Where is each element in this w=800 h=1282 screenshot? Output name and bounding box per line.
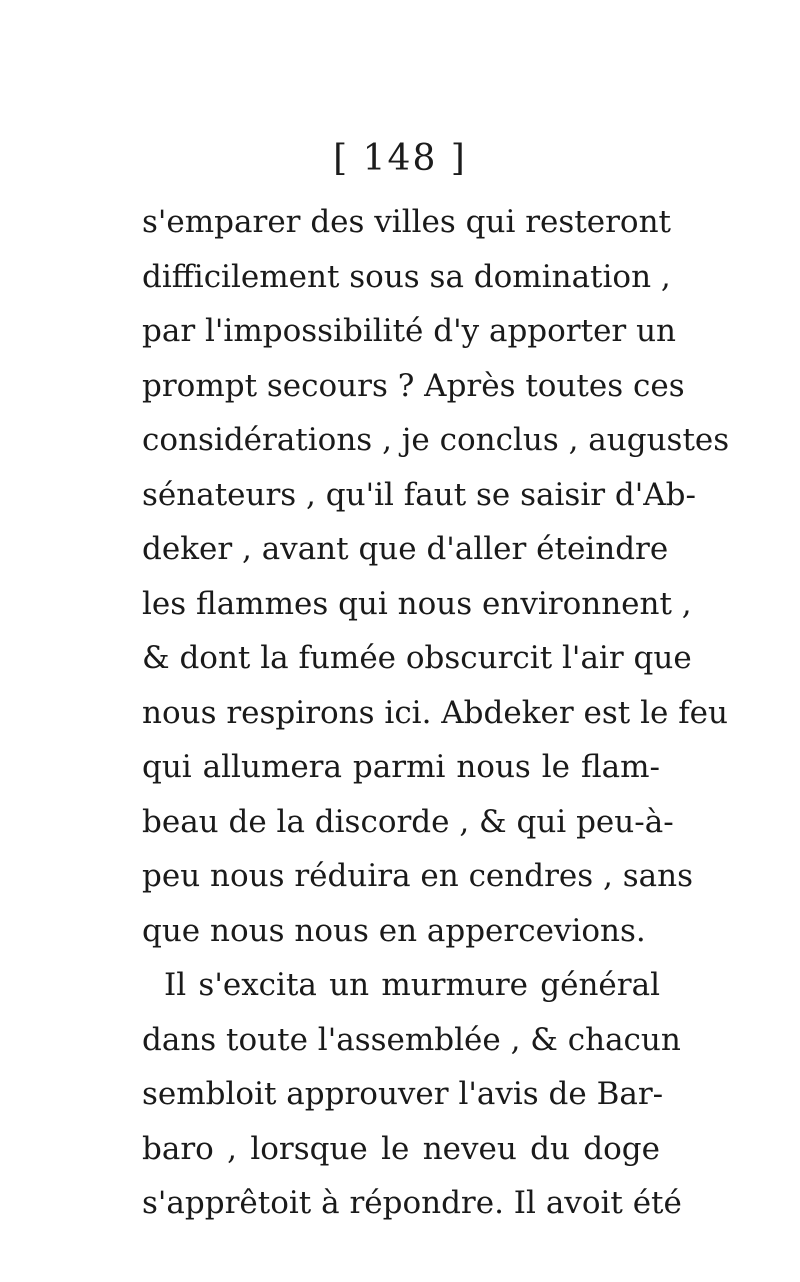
text-line: que nous nous en appercevions.	[142, 912, 646, 949]
text-line: difficilement sous sa domination ,	[142, 258, 671, 295]
text-line: sembloit approuver l'avis de Bar-	[142, 1076, 664, 1112]
text-line: nous respirons ici. Abdeker est le feu	[142, 694, 728, 731]
text-line: & dont la fumée obscurcit l'air que	[142, 640, 692, 676]
text-line: par l'impossibilité d'y apporter un	[142, 313, 677, 349]
text-line: considérations , je conclus , augustes	[142, 422, 730, 458]
text-line: qui allumera parmi nous le flam-	[142, 749, 660, 785]
text-line: les flammes qui nous environnent ,	[142, 585, 692, 622]
text-line: sénateurs , qu'il faut se saisir d'Ab-	[142, 476, 696, 513]
page-number: [ 148 ]	[333, 138, 467, 179]
text-line: prompt secours ? Après toutes ces	[142, 367, 685, 404]
body-text	[142, 195, 730, 1231]
text-line: s'emparer des villes qui resteront	[142, 204, 672, 240]
text-line: peu nous réduira en cendres , sans	[142, 858, 693, 894]
text-line: s'apprêtoit à répondre. Il avoit été	[142, 1185, 682, 1221]
paragraph-start-line: Il s'excita un murmure général	[164, 967, 660, 1003]
text-line: baro , lorsque le neveu du doge	[142, 1130, 660, 1167]
text-line: beau de la discorde , & qui peu-à-	[142, 803, 674, 840]
text-line: deker , avant que d'aller éteindre	[142, 531, 669, 567]
text-line: dans toute l'assemblée , & chacun	[142, 1021, 681, 1058]
